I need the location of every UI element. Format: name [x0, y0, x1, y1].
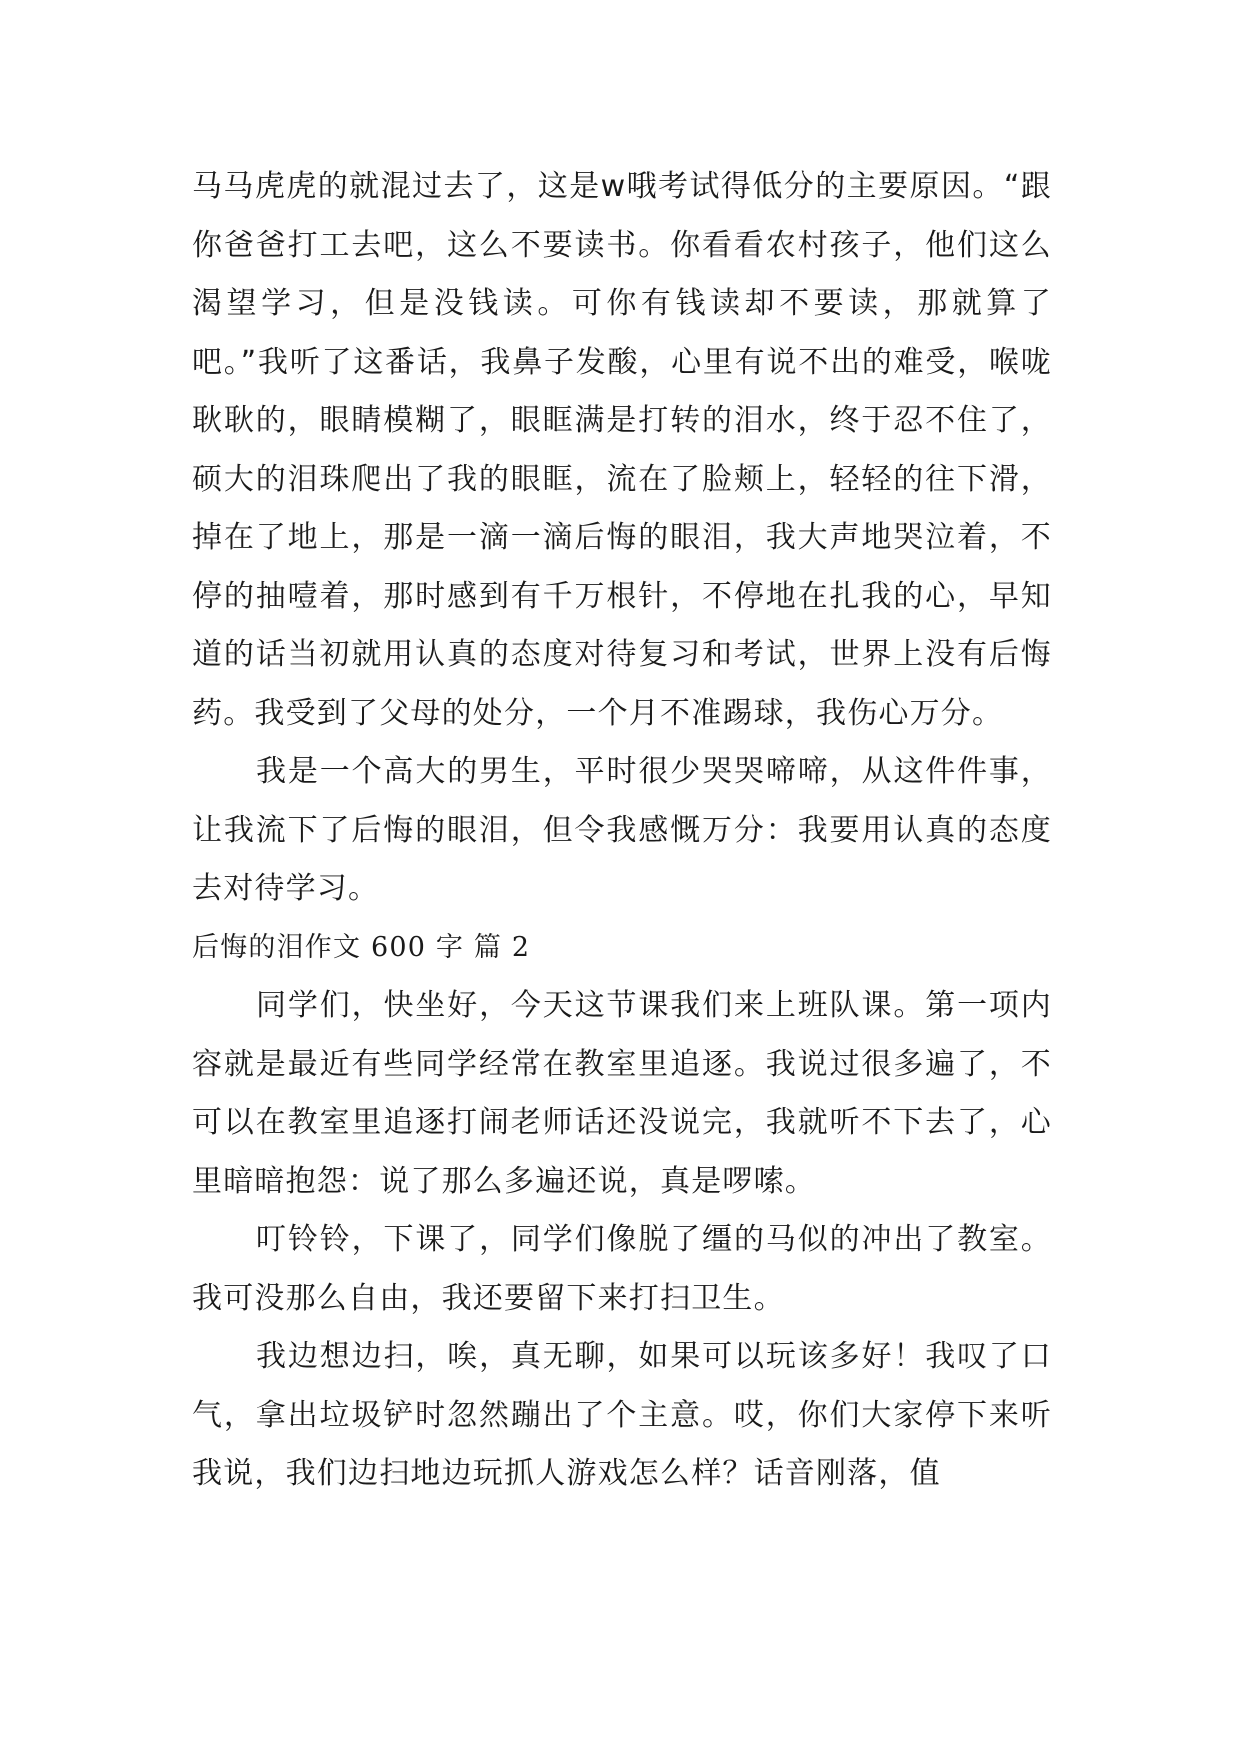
paragraph-4: 叮铃铃，下课了，同学们像脱了缰的马似的冲出了教室。我可没那么自由，我还要留下来打扫卫生。	[192, 1222, 1052, 1316]
document-body	[192, 158, 1052, 1504]
paragraph-1: 马马虎虎的就混过去了，这是w哦考试得低分的主要原因。“跟你爸爸打工去吧，这么不要读书。你看看农村孩子，他们这么渴望学习，但是没钱读。可你有钱读却不要读，那就算了吧。”我听了这番话，我鼻子发酸，心里有说不出的难受，喉咙耿耿的，眼睛模糊了，眼眶满是打转的泪水，终于忍不住了，硕大的泪珠爬出了我的眼眶，流在了脸颊上，轻轻的往下滑，掉在了地上，那是一滴一滴后悔的眼泪，我大声地哭泣着，不停的抽噎着，那时感到有千万根针，不停地在扎我的心，早知道的话当初就用认真的态度对待复习和考试，世界上没有后悔药。我受到了父母的处分，一个月不准踢球，我伤心万分。	[192, 169, 1052, 731]
paragraph-5: 我边想边扫，唉，真无聊，如果可以玩该多好！我叹了口气，拿出垃圾铲时忽然蹦出了个主意。哎，你们大家停下来听我说，我们边扫地边玩抓人游戏怎么样？话音刚落，值	[192, 1339, 1052, 1491]
section-heading: 后悔的泪作文 600 字 篇 2	[192, 931, 531, 963]
paragraph-3: 同学们，快坐好，今天这节课我们来上班队课。第一项内容就是最近有些同学经常在教室里追逐。我说过很多遍了，不可以在教室里追逐打闹老师话还没说完，我就听不下去了，心里暗暗抱怨：说了那么多遍还说，真是啰嗦。	[192, 988, 1052, 1199]
paragraph-2: 我是一个高大的男生，平时很少哭哭啼啼，从这件件事，让我流下了后悔的眼泪，但令我感慨万分：我要用认真的态度去对待学习。	[192, 754, 1052, 906]
